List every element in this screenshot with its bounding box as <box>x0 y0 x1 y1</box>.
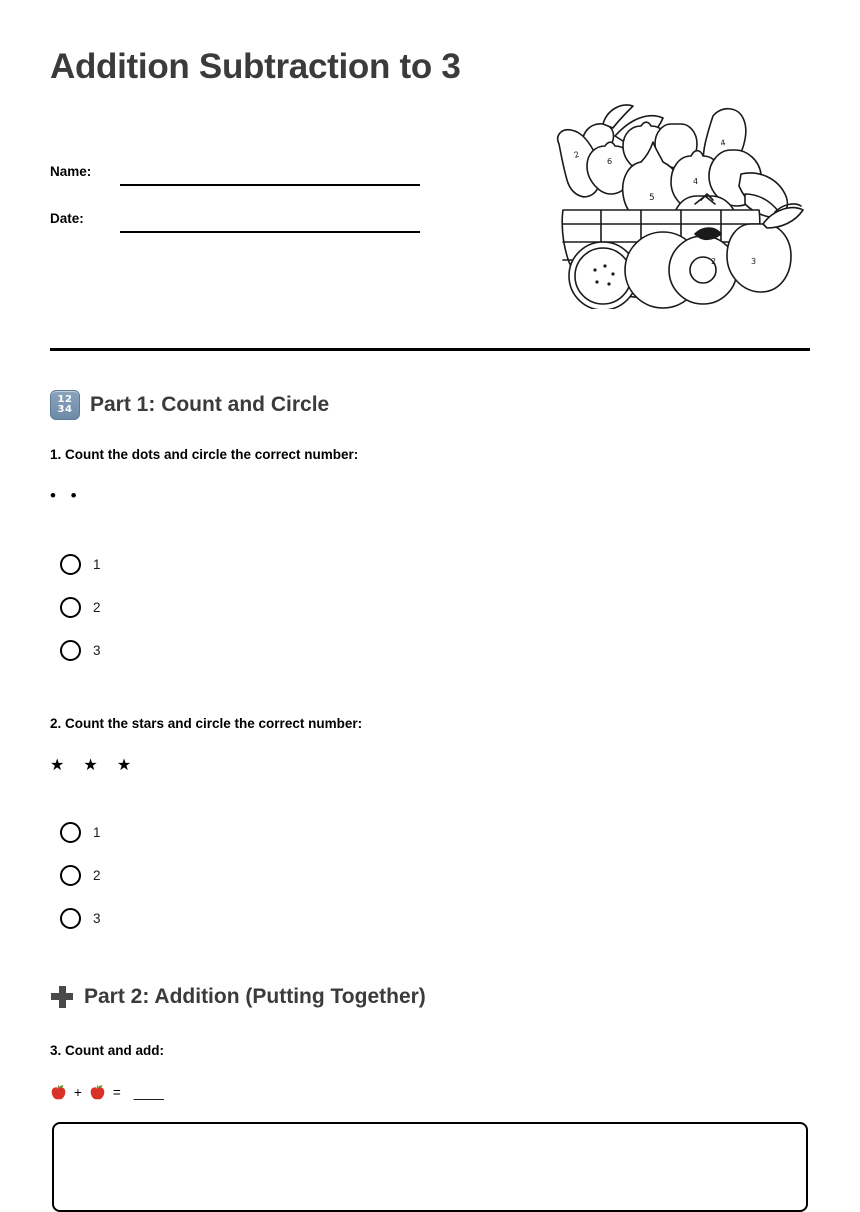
svg-text:6: 6 <box>607 157 613 166</box>
svg-text:3: 3 <box>751 257 757 266</box>
student-info-fields <box>50 164 430 258</box>
equation-operator-plus: + <box>74 1085 82 1100</box>
question-1-choice-2[interactable] <box>60 586 101 629</box>
question-1-dot-icons: • • <box>50 486 82 505</box>
svg-text:2: 2 <box>572 149 581 160</box>
date-field-writing-line[interactable] <box>120 231 420 233</box>
question-1-choice-3[interactable] <box>60 629 101 672</box>
svg-text:2: 2 <box>711 257 717 266</box>
apple-icon <box>50 1084 67 1101</box>
choice-label: 2 <box>93 600 101 615</box>
answer-work-box[interactable] <box>52 1122 808 1212</box>
date-field-label: Date: <box>50 211 84 226</box>
question-1-choices <box>60 543 101 672</box>
question-2-choices <box>60 811 101 940</box>
page-title: Addition Subtraction to 3 <box>50 47 461 86</box>
input-numbers-icon <box>50 390 80 420</box>
circle-option-icon[interactable] <box>60 554 81 575</box>
circle-option-icon[interactable] <box>60 908 81 929</box>
choice-label: 1 <box>93 557 101 572</box>
circle-option-icon[interactable] <box>60 822 81 843</box>
plus-icon <box>50 985 74 1009</box>
apple-icon <box>89 1084 106 1101</box>
name-field-row <box>50 164 430 211</box>
question-1-choice-1[interactable] <box>60 543 101 586</box>
circle-option-icon[interactable] <box>60 640 81 661</box>
question-3-prompt: 3. Count and add: <box>50 1043 164 1058</box>
question-2-star-icons: ★ ★ ★ <box>50 755 139 774</box>
name-field-label: Name: <box>50 164 92 179</box>
choice-label: 2 <box>93 868 101 883</box>
header-divider <box>50 348 810 351</box>
section-heading-part-2 <box>50 985 426 1009</box>
date-field-row <box>50 211 430 258</box>
question-3-equation <box>50 1084 164 1101</box>
circle-option-icon[interactable] <box>60 865 81 886</box>
worksheet-header <box>50 44 810 314</box>
choice-label: 3 <box>93 643 101 658</box>
svg-text:4: 4 <box>693 177 699 186</box>
equation-equals-sign: = <box>112 1085 121 1100</box>
question-2-prompt: 2. Count the stars and circle the correct number: <box>50 716 363 731</box>
question-1-prompt: 1. Count the dots and circle the correct number: <box>50 447 359 462</box>
icon-numbers-top-row: 12 <box>57 394 73 405</box>
question-2-choice-1[interactable] <box>60 811 101 854</box>
equation-answer-blank[interactable]: ____ <box>133 1085 164 1100</box>
fruit-basket-illustration <box>545 84 815 309</box>
section-heading-part-1 <box>50 390 329 420</box>
section-title-part-2: Part 2: Addition (Putting Together) <box>84 985 426 1008</box>
choice-label: 1 <box>93 825 101 840</box>
name-field-writing-line[interactable] <box>120 184 420 186</box>
choice-label: 3 <box>93 911 101 926</box>
svg-text:5: 5 <box>649 193 655 203</box>
svg-text:4: 4 <box>719 138 727 148</box>
question-2-choice-2[interactable] <box>60 854 101 897</box>
circle-option-icon[interactable] <box>60 597 81 618</box>
icon-numbers-bottom-row: 34 <box>57 404 73 415</box>
question-2-choice-3[interactable] <box>60 897 101 940</box>
section-title-part-1: Part 1: Count and Circle <box>90 393 330 416</box>
